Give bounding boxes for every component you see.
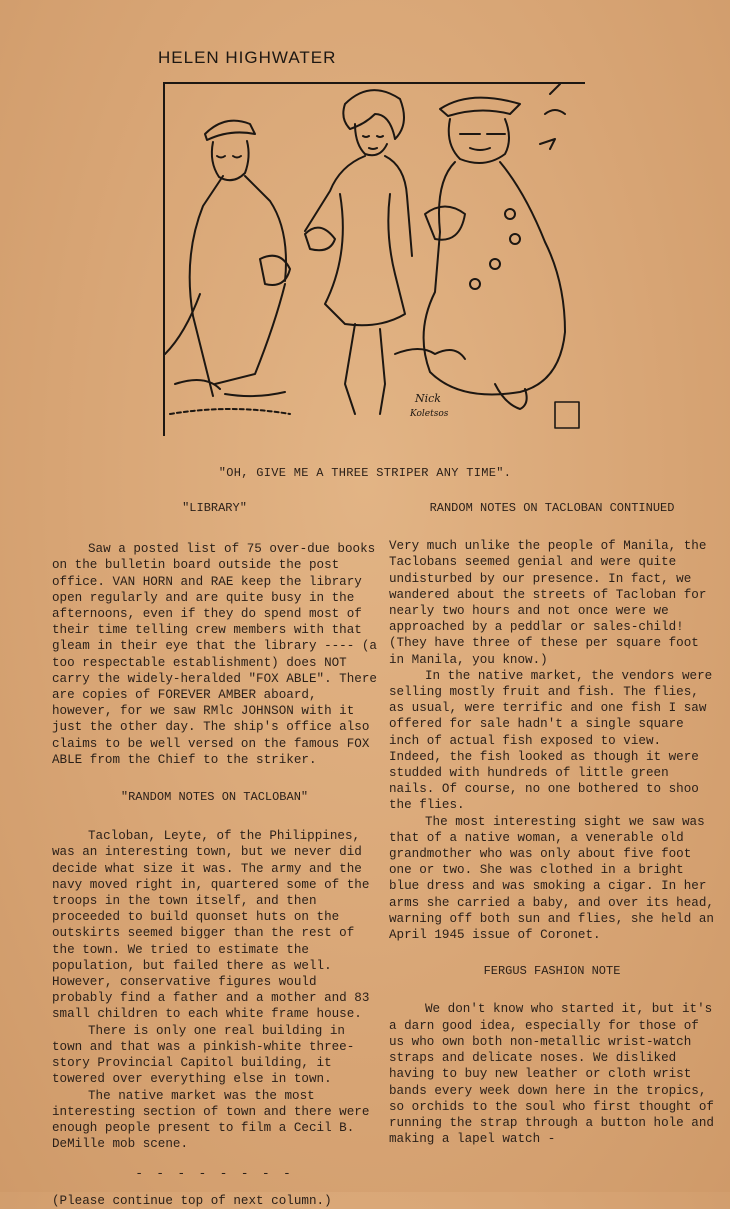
fergus-fashion-paragraph: We don't know who started it, but it's a darn good idea, especially for those of us who own both non-metallic wrist-watch straps and delicate noses. We disliked having to buy new leather or cloth wrist bands every week down here in the tropics, so orchids to the soul who first thought of running the strap through a button hole and making a lapel watch - [389, 1002, 714, 1147]
random-notes-paragraph-3: The native market was the most interesting section of town and there were enough people present to film a Cecil B. DeMille mob scene. [52, 1088, 370, 1152]
random-notes-continued-paragraph-3: The most interesting sight we saw was that of a native woman, a venerable old grandmother who was only about five foot one or two. She was clothed in a bright blue dress and was smoking a cigar. In her arms she carried a baby, and over its head, warning off both sun and flies, she held an April 1945 issue of Coronet. [389, 814, 714, 943]
library-paragraph: Saw a posted list of 75 over-due books on the bulletin board outside the post office. VAN HORN and RAE keep the library open regularly and are quite busy in the afternoons, even if they do spend most of their time telling crew members with that gleam in their eye that the library ---- (a too respectable establishment) does NOT carry the widely-heralded "FOX ABLE". There are copies of FOREVER AMBER aboard, however, for we saw RMlc JOHNSON with it just the other day. The ship's office also claims to be well versed on the famous FOX ABLE from the Chief to the striker. [52, 542, 377, 767]
random-notes-continued-heading: RANDOM NOTES ON TACLOBAN CONTINUED [429, 501, 675, 515]
random-notes-paragraph-1: Tacloban, Leyte, of the Philippines, was an interesting town, but we never did decide what size it was. The army and the navy moved right in, quartered some of the troops in the town itself, and then proceeded to build quonset huts on the outskirts seemed bigger than the rest of the town. We tried to estimate the population, but failed there as well. However, conservative figures would probably find a father and a mother and 83 small children to each white frame house. [52, 829, 370, 1022]
section-divider-dashes: - - - - - - - - [135, 1167, 294, 1182]
sailor-figure [165, 121, 290, 396]
fergus-fashion-heading: FERGUS FASHION NOTE [483, 964, 621, 979]
continue-note: (Please continue top of next column.) [52, 1193, 332, 1208]
library-heading: "LIBRARY" [182, 501, 247, 515]
random-notes-paragraph-2: There is only one real building in town and that was a pinkish-white three-story Provincial Capitol building, it towered over everything else in town. [52, 1023, 355, 1087]
random-notes-continued-paragraph-1: Very much unlike the people of Manila, the Taclobans seemed genial and were quite undisturbed by our presence. In fact, we wandered about the streets of Tacloban for nearly two hours and not once were we approached by a peddlar or sales-child! (They have three of these per square foot in Manila, you know.) [389, 539, 707, 667]
officer-figure [424, 98, 565, 409]
svg-text:Koletsos: Koletsos [410, 409, 449, 419]
random-notes-heading: "RANDOM NOTES ON TACLOBAN" [120, 790, 309, 805]
right-column [389, 500, 715, 1147]
cartoon-caption: "OH, GIVE ME A THREE STRIPER ANY TIME". [218, 466, 512, 480]
svg-text:Nick: Nick [415, 392, 441, 405]
woman-figure [305, 90, 412, 414]
random-notes-continued-paragraph-2: In the native market, the vendors were selling mostly fruit and fish. The flies, as usual, were terrific and one fish I saw offered for sale hadn't a single square inch of actual fish exposed to view. Indeed, the fish looked as though it were studded with hundreds of little green nails. Of course, no one bothered to shoo the flies. [389, 668, 713, 813]
comic-strip-title: HELEN HIGHWATER [158, 48, 337, 67]
left-column [52, 500, 377, 1209]
cartoon-illustration [163, 82, 585, 436]
